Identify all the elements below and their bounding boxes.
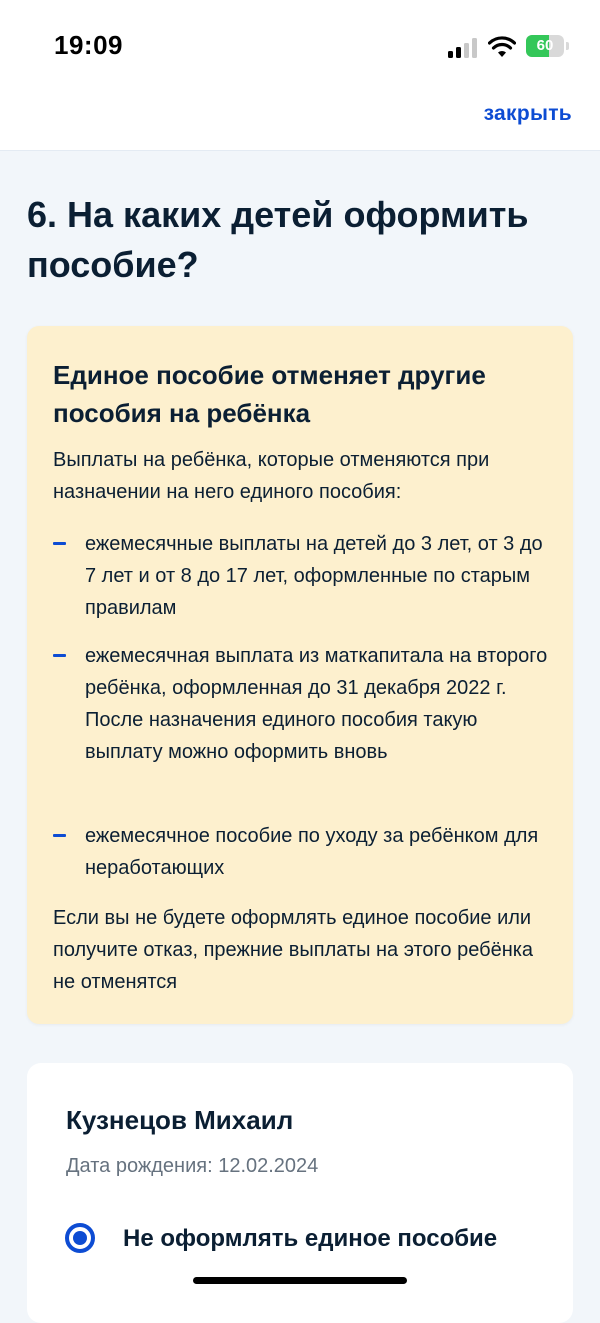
top-bar [0,96,600,151]
page-title: 6. На каких детей оформить пособие? [27,194,529,285]
radio-button[interactable] [65,1223,95,1253]
status-time: 19:09 [54,30,123,60]
status-bar [0,0,600,96]
child-name: Кузнецов Михаил [66,1105,294,1135]
radio-option-decline[interactable] [65,1221,545,1265]
radio-label: Не оформлять единое пособие [123,1225,498,1252]
notice-intro: Выплаты на ребёнка, которые отменяются при назначении на него единого пособия: [53,449,490,503]
close-link[interactable]: закрыть [483,102,572,125]
wifi-icon [488,36,516,58]
notice-footer: Если вы не будете оформлять единое пособие или получите отказ, прежние выплаты на этого ребёнка не отменятся [53,907,534,993]
home-indicator [193,1277,407,1284]
battery-level: 60 [536,37,554,54]
info-notice [27,326,573,1024]
battery-icon [526,35,570,57]
notice-title: Единое пособие отменяет другие пособия на ребёнка [53,360,486,428]
dash-icon [53,834,66,837]
birth-date: Дата рождения: 12.02.2024 [66,1155,319,1177]
child-card [27,1063,573,1323]
dash-icon [53,654,66,657]
list-item-text: ежемесячные выплаты на детей до 3 лет, от 3 до 7 лет и от 8 до 17 лет, оформленные по старым правилам [85,533,543,619]
list-item-text: ежемесячная выплата из маткапитала на второго ребёнка, оформленная до 31 декабря 2022 г. После назначения единого пособия такую выплату можно оформить вновь [85,645,548,763]
signal-icon [448,38,478,58]
dash-icon [53,542,66,545]
list-item-text: ежемесячное пособие по уходу за ребёнком для неработающих [85,825,539,879]
